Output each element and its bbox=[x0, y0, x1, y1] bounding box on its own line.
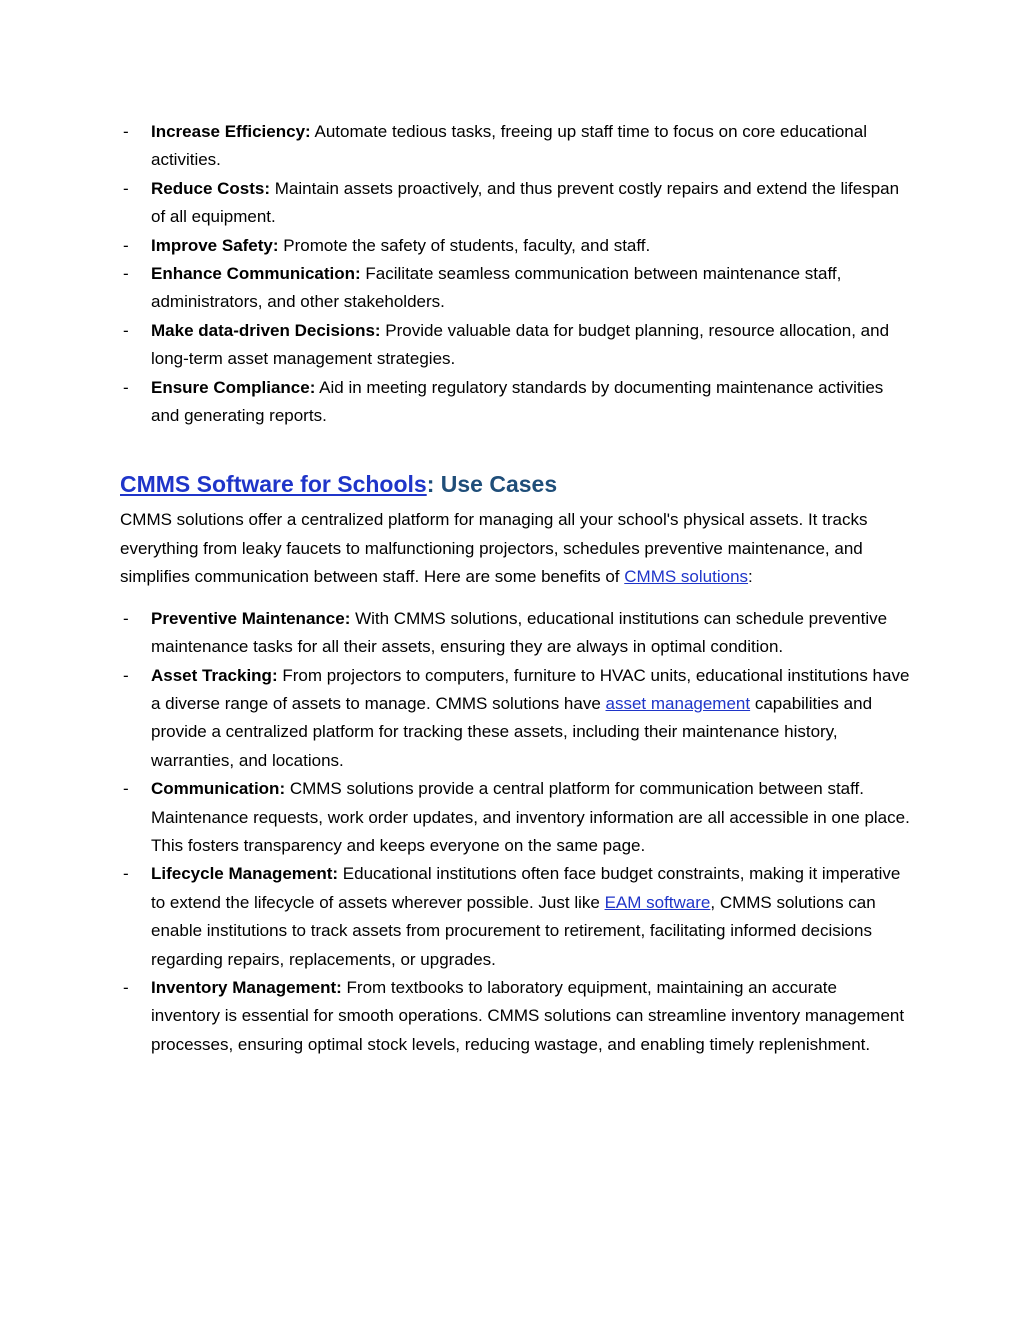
list-item bbox=[120, 374, 910, 431]
section-heading-rest: : Use Cases bbox=[426, 471, 558, 498]
list-item bbox=[120, 260, 910, 317]
dash-bullet: - bbox=[123, 377, 129, 397]
item-title: Communication: bbox=[151, 779, 286, 799]
intro-end: : bbox=[748, 567, 753, 587]
item-title: Enhance Communication: bbox=[151, 264, 361, 284]
list-item bbox=[120, 317, 910, 374]
item-title: Preventive Maintenance: bbox=[151, 608, 351, 628]
list-item bbox=[120, 232, 910, 260]
list-item bbox=[120, 118, 910, 175]
intro-paragraph bbox=[120, 506, 910, 591]
dash-bullet: - bbox=[123, 122, 129, 141]
cmms-software-for-schools-link[interactable]: CMMS Software for Schools bbox=[120, 471, 427, 498]
item-title: Improve Safety: bbox=[151, 235, 279, 255]
dash-bullet: - bbox=[123, 864, 129, 884]
dash-bullet: - bbox=[123, 608, 129, 628]
list-item bbox=[120, 662, 910, 776]
dash-bullet: - bbox=[123, 264, 129, 284]
list-item bbox=[120, 974, 910, 1059]
item-text: Aid in meeting regulatory standards by documenting maintenance activities and generating reports. bbox=[151, 377, 884, 426]
item-text: , CMMS solutions can enable institutions to track assets from procurement to retirement, facilitating informed decisions regarding repairs, replacements, or upgrades. bbox=[151, 892, 876, 969]
item-text: Provide valuable data for budget planning, resource allocation, and long-term asset management strategies. bbox=[151, 320, 890, 369]
use-cases-list bbox=[120, 605, 910, 1060]
item-title: Make data-driven Decisions: bbox=[151, 320, 381, 340]
page-content bbox=[120, 118, 910, 1059]
item-text: Educational institutions often face budget constraints, making it imperative to extend the lifecycle of assets wherever possible. Just like bbox=[151, 864, 901, 912]
list-item bbox=[120, 775, 910, 860]
dash-bullet: - bbox=[123, 235, 129, 255]
asset-management-link[interactable]: asset management bbox=[605, 693, 751, 713]
dash-bullet: - bbox=[123, 665, 129, 685]
list-item bbox=[120, 175, 910, 232]
item-text: capabilities and provide a centralized platform for tracking these assets, including their maintenance history, warranties, and locations. bbox=[151, 693, 873, 770]
section-heading bbox=[120, 468, 910, 500]
dash-bullet: - bbox=[123, 779, 129, 799]
item-title: Lifecycle Management: bbox=[151, 864, 339, 884]
cmms-solutions-link[interactable]: CMMS solutions bbox=[624, 567, 749, 587]
item-text: Automate tedious tasks, freeing up staff time to focus on core educational activities. bbox=[151, 122, 867, 170]
item-text: Promote the safety of students, faculty, and staff. bbox=[278, 235, 651, 255]
item-title: Reduce Costs: bbox=[151, 178, 271, 198]
intro-text: CMMS solutions offer a centralized platform for managing all your school's physical assets. It tracks everything from leaky faucets to malfunctioning projectors, schedules preventive maintenance, and simplifies communication between staff. Here are some benefits of bbox=[120, 510, 868, 587]
item-title: Increase Efficiency: bbox=[151, 122, 311, 141]
item-text: Maintain assets proactively, and thus prevent costly repairs and extend the lifespan of all equipment. bbox=[151, 178, 900, 227]
dash-bullet: - bbox=[123, 178, 129, 198]
item-text: CMMS solutions provide a central platform for communication between staff. Maintenance requests, work order updates, and inventory information are all accessible in one place. This fosters transparency and keeps everyone on the same page. bbox=[151, 779, 910, 855]
benefits-list bbox=[120, 118, 910, 430]
item-text: From textbooks to laboratory equipment, maintaining an accurate inventory is essential for smooth operations. CMMS solutions can streamline inventory management processes, ensuring optimal stock levels, reducing wastage, and enabling timely replenishment. bbox=[151, 977, 905, 1054]
eam-software-link[interactable]: EAM software bbox=[604, 892, 711, 912]
dash-bullet: - bbox=[123, 320, 129, 340]
item-text: With CMMS solutions, educational institutions can schedule preventive maintenance tasks for all their assets, ensuring they are always in optimal condition. bbox=[151, 608, 888, 657]
list-item bbox=[120, 605, 910, 662]
list-item bbox=[120, 860, 910, 974]
item-title: Ensure Compliance: bbox=[151, 377, 316, 397]
item-title: Inventory Management: bbox=[151, 977, 342, 997]
item-title: Asset Tracking: bbox=[151, 665, 278, 685]
item-text: From projectors to computers, furniture to HVAC units, educational institutions have a diverse range of assets to manage. CMMS solutions have bbox=[151, 665, 910, 713]
dash-bullet: - bbox=[123, 977, 129, 997]
item-text: Facilitate seamless communication between maintenance staff, administrators, and other stakeholders. bbox=[151, 264, 842, 312]
